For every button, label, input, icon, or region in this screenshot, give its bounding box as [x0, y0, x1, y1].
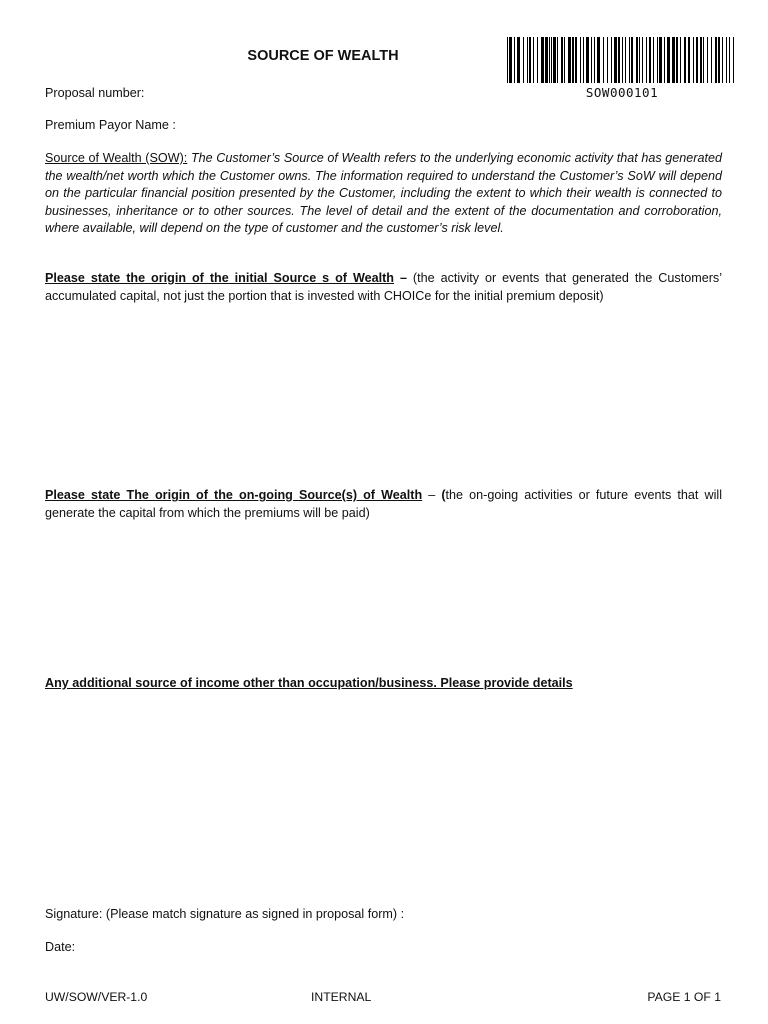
- ongoing-sow-question: [45, 487, 722, 522]
- barcode-bar: [629, 37, 630, 83]
- barcode-bar: [636, 37, 638, 83]
- barcode-bar: [557, 37, 558, 83]
- barcode-bar: [718, 37, 720, 83]
- footer-page-number: PAGE 1 OF 1: [647, 990, 721, 1004]
- barcode-bar: [597, 37, 600, 83]
- barcode-bar: [659, 37, 662, 83]
- barcode-bar: [667, 37, 670, 83]
- barcode-graphic: [506, 37, 738, 83]
- barcode-bar: [729, 37, 730, 83]
- barcode-bar: [523, 37, 524, 83]
- barcode-bar: [507, 37, 508, 83]
- barcode-number: SOW000101: [585, 85, 659, 100]
- sow-definition-paragraph: [45, 150, 722, 238]
- barcode-bar: [722, 37, 723, 83]
- sow-definition-heading: Source of Wealth (SOW):: [45, 151, 188, 165]
- barcode-bar: [537, 37, 538, 83]
- barcode-bar: [622, 37, 623, 83]
- barcode-bar: [649, 37, 651, 83]
- barcode-bar: [693, 37, 694, 83]
- initial-sow-dash: –: [394, 271, 413, 285]
- ongoing-sow-heading: Please state The origin of the on-going Source(s) of Wealth: [45, 488, 423, 502]
- barcode-bar: [733, 37, 734, 83]
- ongoing-sow-description: the on-going activities or future events that will generate the capital from which the premiums will be paid): [45, 488, 722, 520]
- barcode-bar: [676, 37, 678, 83]
- signature-label: Signature: (Please match signature as signed in proposal form) :: [45, 907, 405, 921]
- barcode-bar: [653, 37, 654, 83]
- barcode-bar: [533, 37, 534, 83]
- ongoing-sow-open-paren: (: [441, 488, 446, 502]
- barcode-bar: [553, 37, 556, 83]
- barcode-bar: [564, 37, 565, 83]
- barcode-bar: [561, 37, 563, 83]
- barcode-bar: [591, 37, 592, 83]
- initial-sow-heading: Please state the origin of the initial Source s of Wealth: [45, 271, 394, 285]
- barcode-bar: [625, 37, 626, 83]
- barcode-bar: [611, 37, 612, 83]
- barcode-bar: [631, 37, 633, 83]
- barcode-bar: [726, 37, 727, 83]
- barcode-bar: [688, 37, 690, 83]
- footer-classification: INTERNAL: [311, 990, 372, 1004]
- barcode-bar: [509, 37, 512, 83]
- sow-definition-body: The Customer’s Source of Wealth refers to the underlying economic activity that has generated the wealth/net worth which the Customer owns. The information required to understand the Customer’s SoW will depend on the particular financial position presented by the Customer, including the extent to which their wealth is connected to businesses, inheritance or to other sources. The level of detail and the extent of the documentation and corroboration, where available, will depend on the type of customer and the customer’s risk level.: [45, 151, 723, 236]
- barcode-bar: [703, 37, 704, 83]
- barcode-bar: [672, 37, 675, 83]
- barcode-bar: [527, 37, 528, 83]
- barcode-bar: [684, 37, 686, 83]
- barcode-bar: [529, 37, 531, 83]
- barcode: [506, 37, 738, 83]
- barcode-bar: [551, 37, 552, 83]
- barcode-bar: [575, 37, 577, 83]
- barcode-bar: [700, 37, 702, 83]
- ongoing-sow-dash: –: [422, 488, 442, 502]
- barcode-bar: [549, 37, 550, 83]
- barcode-bar: [580, 37, 581, 83]
- document-title: SOURCE OF WEALTH: [247, 48, 399, 64]
- barcode-bar: [642, 37, 643, 83]
- barcode-bar: [545, 37, 548, 83]
- premium-payor-name-label: Premium Payor Name :: [45, 118, 176, 132]
- barcode-bar: [680, 37, 681, 83]
- barcode-bar: [568, 37, 571, 83]
- additional-income-heading: Any additional source of income other than occupation/business. Please provide details: [45, 676, 573, 690]
- barcode-bar: [715, 37, 717, 83]
- barcode-bar: [664, 37, 665, 83]
- barcode-bar: [711, 37, 712, 83]
- barcode-bar: [614, 37, 617, 83]
- initial-sow-description: (the activity or events that generated the Customers’ accumulated capital, not just the portion that is invested with CHOICe for the initial premium deposit): [45, 271, 722, 303]
- barcode-bar: [603, 37, 604, 83]
- barcode-bar: [618, 37, 620, 83]
- initial-sow-question: [45, 270, 722, 305]
- date-label: Date:: [45, 940, 76, 954]
- barcode-bar: [639, 37, 640, 83]
- barcode-bar: [657, 37, 658, 83]
- proposal-number-label: Proposal number:: [45, 86, 145, 100]
- barcode-bar: [696, 37, 698, 83]
- barcode-bar: [586, 37, 589, 83]
- barcode-bar: [517, 37, 520, 83]
- barcode-bar: [646, 37, 647, 83]
- barcode-bar: [583, 37, 584, 83]
- barcode-bar: [607, 37, 608, 83]
- barcode-bar: [514, 37, 515, 83]
- barcode-bar: [572, 37, 574, 83]
- barcode-bar: [707, 37, 708, 83]
- barcode-bar: [594, 37, 595, 83]
- barcode-bar: [541, 37, 544, 83]
- footer-document-code: UW/SOW/VER-1.0: [45, 990, 148, 1004]
